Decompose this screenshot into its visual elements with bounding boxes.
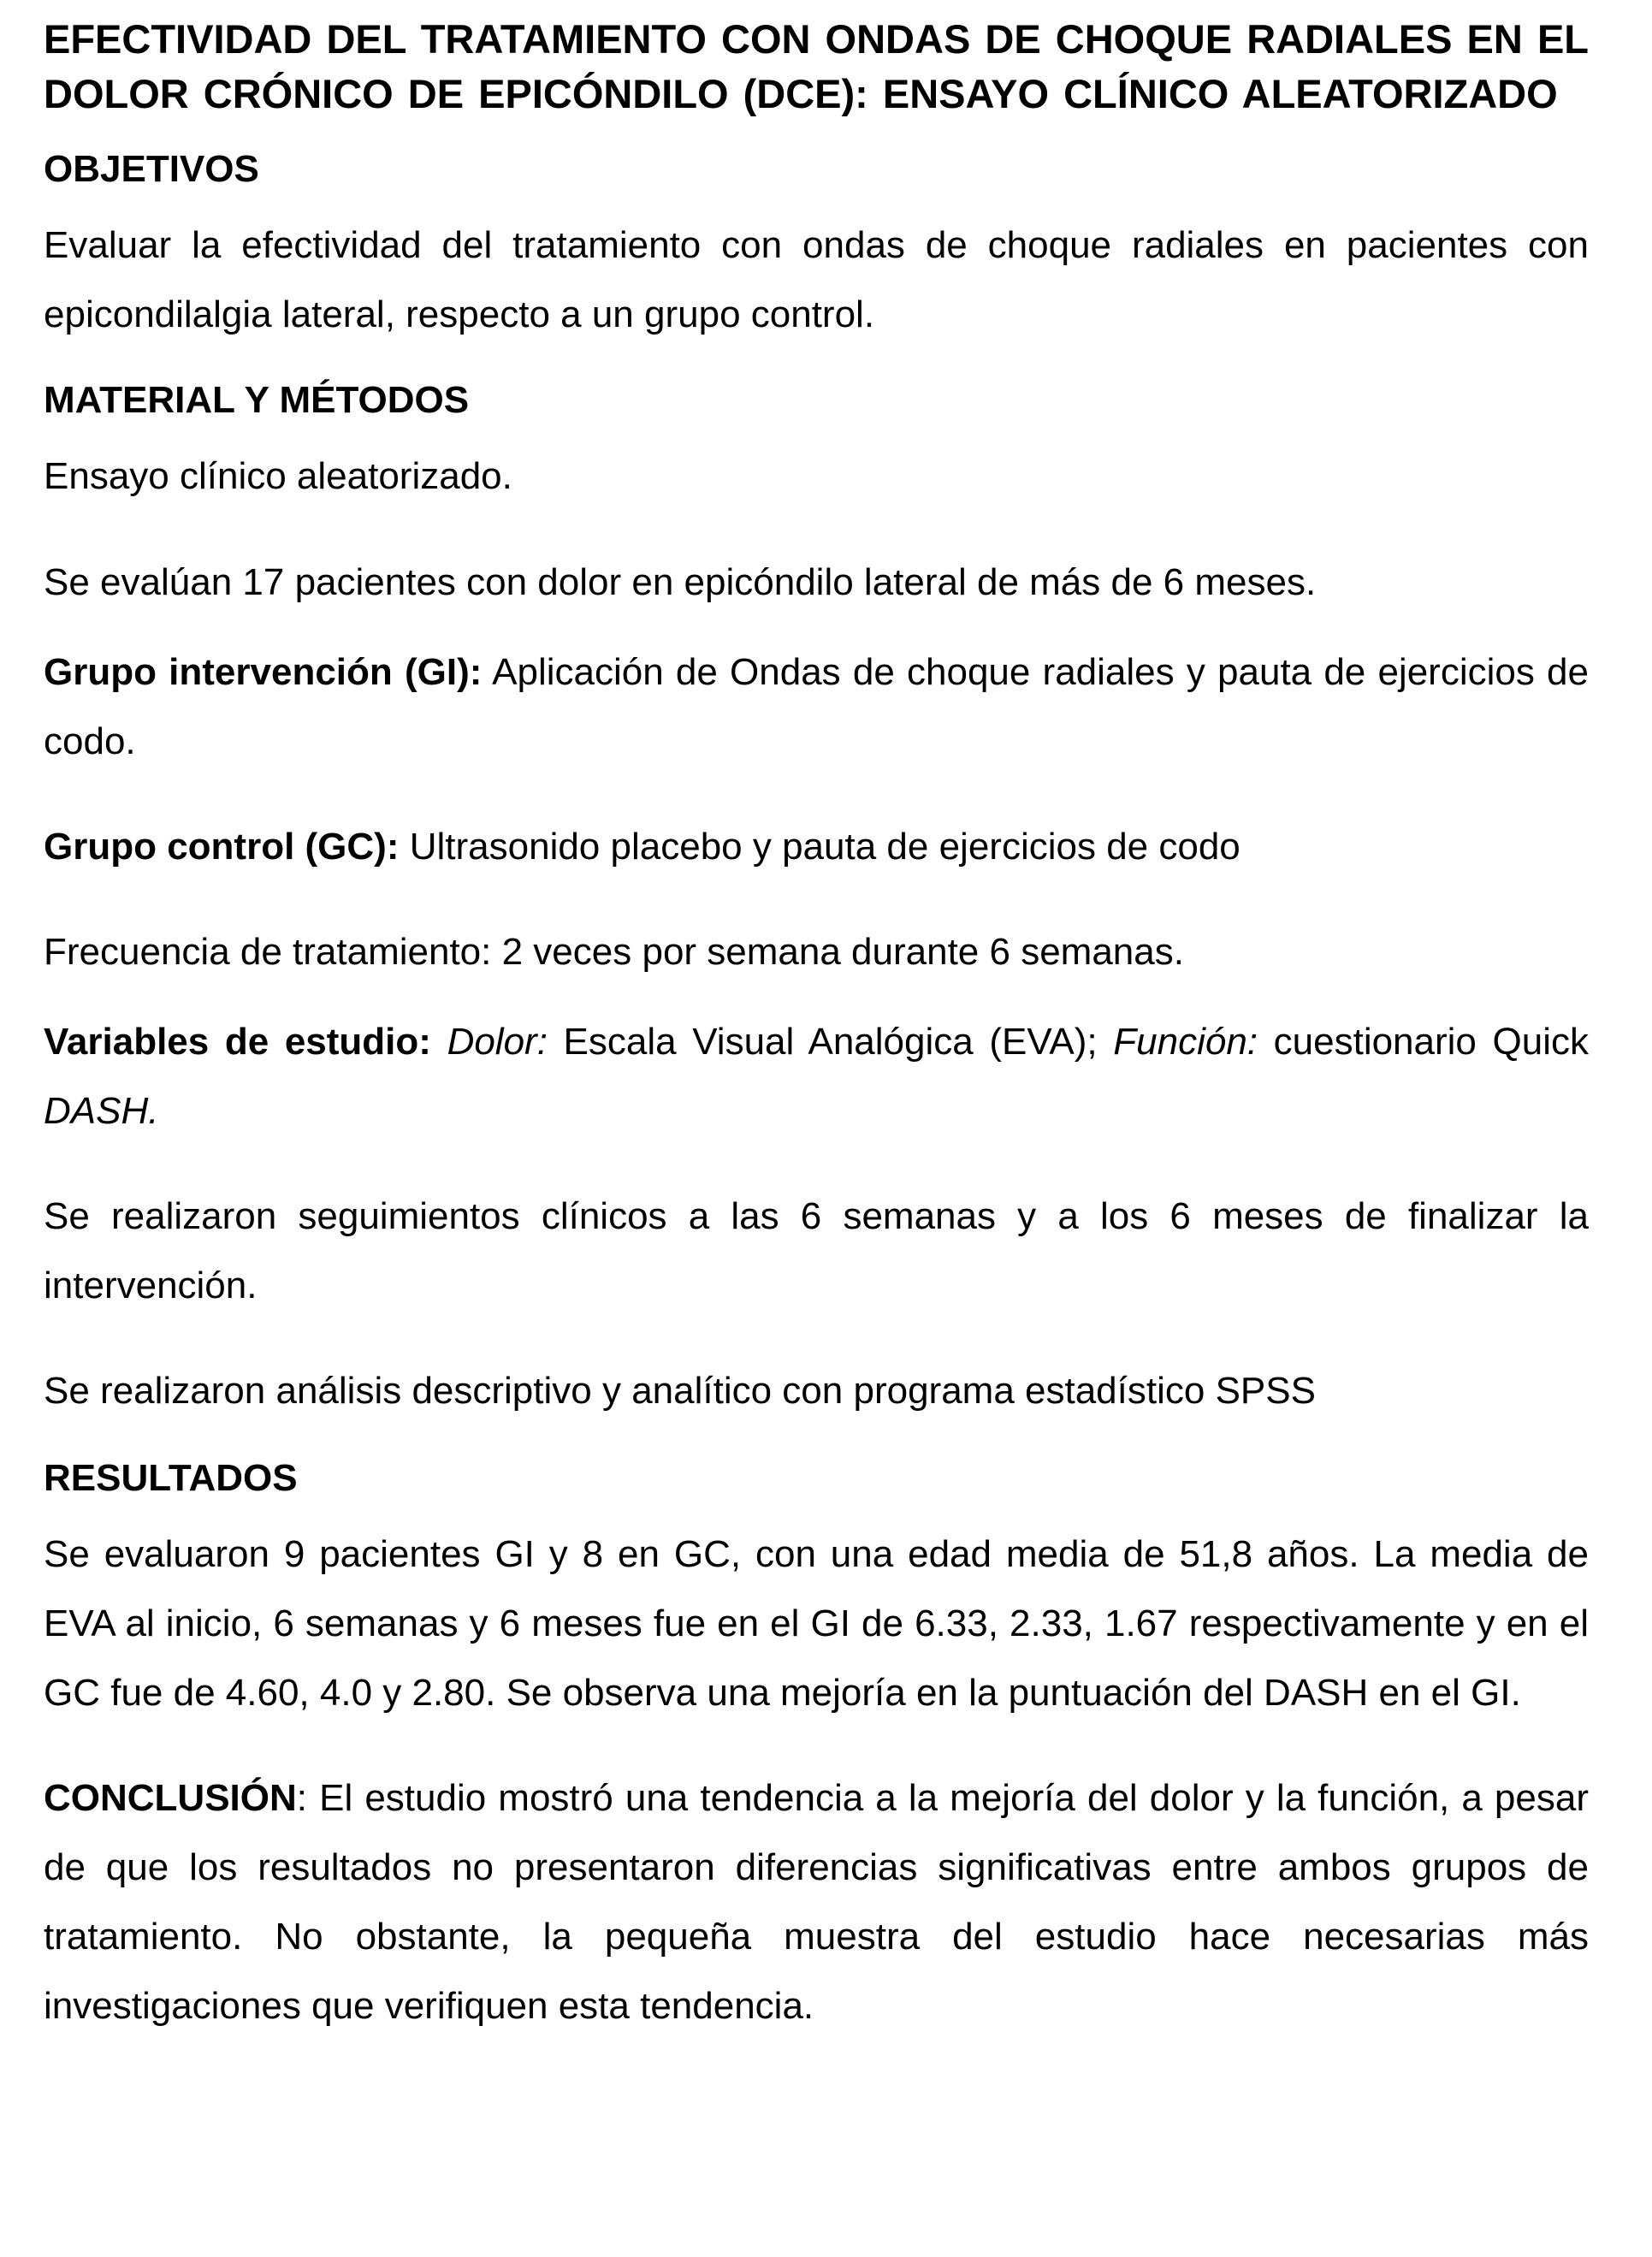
funcion-label: Función: [1113, 1021, 1258, 1063]
conclusion-text: : El estudio mostró una tendencia a la mejoría del dolor y la función, a pesar de que los resultados no presentaron diferencias significativas entre ambos grupos de tratamiento. No obstante, la pequeña muestra del estudio hace necesarias más investigaciones que verifiquen esta tendencia. [44, 1777, 1589, 2027]
metodos-followup: Se realizaron seguimientos clínicos a las 6 semanas y a los 6 meses de finalizar la intervención. [44, 1195, 1589, 1306]
conclusion-paragraph [44, 1763, 1589, 2041]
grupo-intervencion [44, 637, 1589, 776]
heading-metodos: MATERIAL Y MÉTODOS [44, 379, 470, 421]
metodos-analysis: Se realizaron análisis descriptivo y analítico con programa estadístico SPSS [44, 1370, 1316, 1412]
gc-text: Ultrasonido placebo y pauta de ejercicios de codo [399, 826, 1240, 868]
metodos-frequency: Frecuencia de tratamiento: 2 veces por semana durante 6 semanas. [44, 931, 1184, 973]
document-title: EFECTIVIDAD DEL TRATAMIENTO CON ONDAS DE CHOQUE RADIALES EN EL DOLOR CRÓNICO DE EPICÓNDILO (DCE): ENSAYO CLÍNICO ALEATORIZADO [44, 16, 1589, 116]
dolor-label: Dolor: [447, 1021, 548, 1063]
funcion-text: cuestionario Quick [1258, 1021, 1589, 1063]
gi-text: Aplicación de Ondas de choque radiales y pauta de ejercicios de codo. [44, 651, 1589, 762]
metodos-patients: Se evalúan 17 pacientes con dolor en epicóndilo lateral de más de 6 meses. [44, 561, 1317, 603]
dash-label: DASH. [44, 1090, 159, 1132]
gi-label: Grupo intervención (GI): [44, 651, 483, 693]
gc-label: Grupo control (GC): [44, 826, 400, 868]
variables-estudio [44, 1007, 1589, 1146]
document-page [44, 12, 1589, 2041]
heading-resultados: RESULTADOS [44, 1457, 298, 1499]
heading-objetivos: OBJETIVOS [44, 148, 259, 190]
metodos-design: Ensayo clínico aleatorizado. [44, 455, 512, 497]
objetivos-text: Evaluar la efectividad del tratamiento con ondas de choque radiales en pacientes con epicondilalgia lateral, respecto a un grupo control. [44, 224, 1589, 335]
grupo-control [44, 812, 1589, 881]
conclusion-label: CONCLUSIÓN [44, 1777, 297, 1819]
dolor-text: Escala Visual Analógica (EVA); [547, 1021, 1114, 1063]
resultados-text: Se evaluaron 9 pacientes GI y 8 en GC, con una edad media de 51,8 años. La media de EVA al inicio, 6 semanas y 6 meses fue en el GI de 6.33, 2.33, 1.67 respectivamente y en el GC fue de 4.60, 4.0 y 2.80. Se observa una mejoría en la puntuación del DASH en el GI. [44, 1533, 1589, 1714]
variables-label: Variables de estudio: [44, 1021, 431, 1063]
